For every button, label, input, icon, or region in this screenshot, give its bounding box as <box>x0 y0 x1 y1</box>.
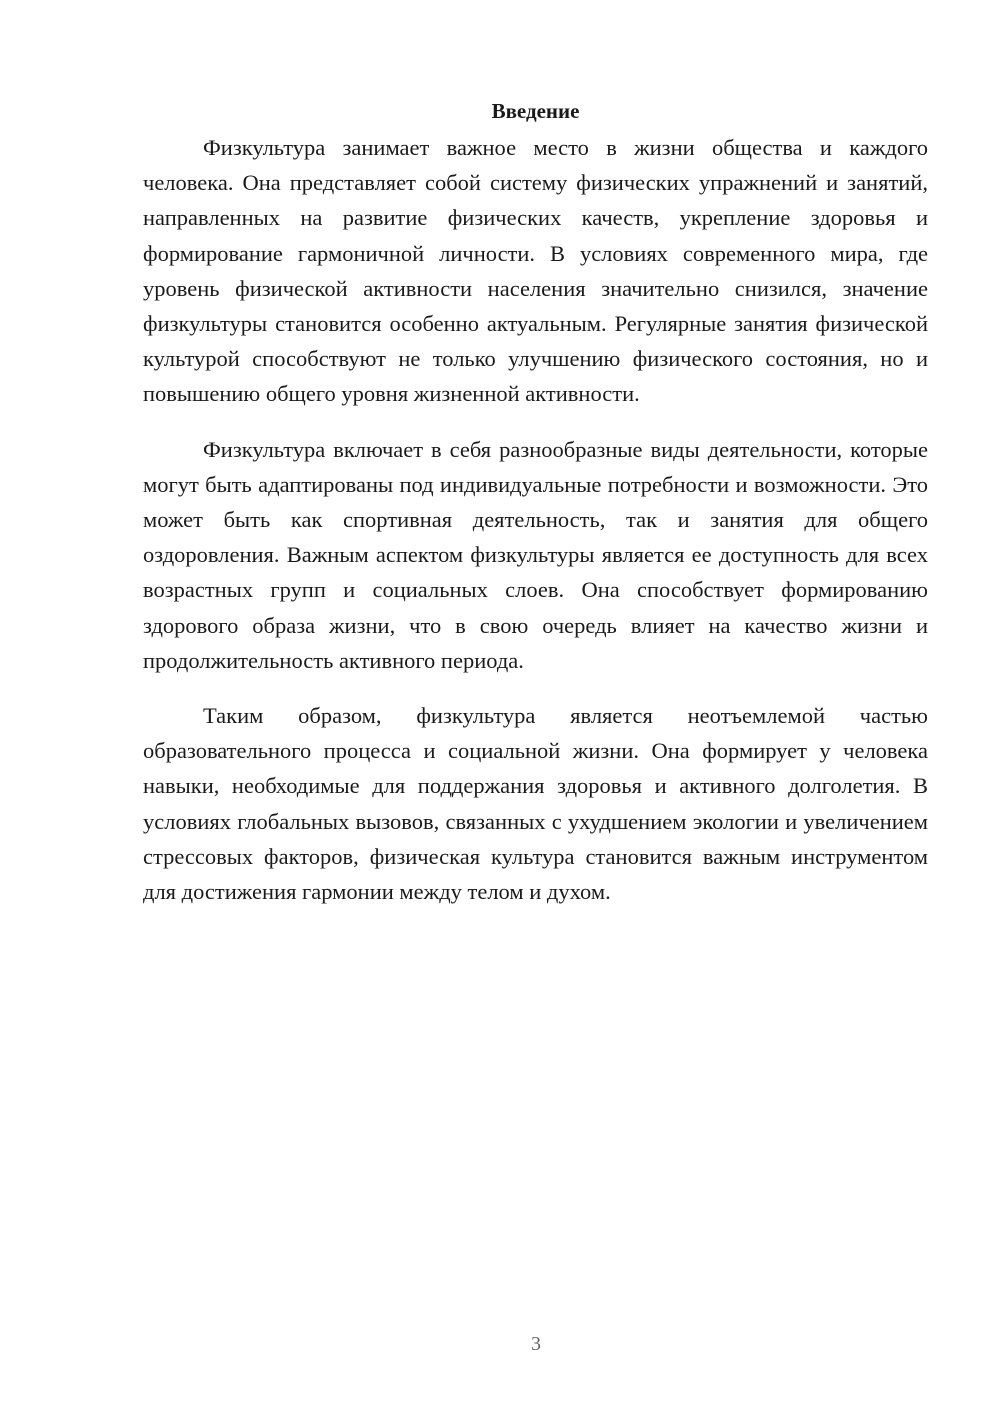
paragraph-2: Физкультура включает в себя разнообразные виды деятельности, которые могут быть адаптированы под индивидуальные потребности и возможности. Это может быть как спортивная деятельность, так и занятия для общего оздоровления. Важным аспектом физкультуры является ее доступность для всех возрастных групп и социальных слоев. Она способствует формированию здорового образа жизни, что в свою очередь влияет на качество жизни и продолжительность активного периода. <box>143 436 928 673</box>
paragraph-1: Физкультура занимает важное место в жизни общества и каждого человека. Она представляет собой систему физических упражнений и занятий, направленных на развитие физических качеств, укрепление здоровья и формирование гармоничной личности. В условиях современного мира, где уровень физической активности населения значительно снизился, значение физкультуры становится особенно актуальным. Регулярные занятия физической культурой способствуют не только улучшению физического состояния, но и повышению общего уровня жизненной активности. <box>143 135 928 407</box>
page-content <box>143 96 928 929</box>
page-number: 3 <box>531 1333 541 1355</box>
paragraph-3: Таким образом, физкультура является неотъемлемой частью образовательного процесса и социальной жизни. Она формирует у человека навыки, необходимые для поддержания здоровья и активного долголетия. В условиях глобальных вызовов, связанных с ухудшением экологии и увеличением стрессовых факторов, физическая культура становится важным инструментом для достижения гармонии между телом и духом. <box>143 703 928 905</box>
section-heading: Введение <box>491 99 580 123</box>
